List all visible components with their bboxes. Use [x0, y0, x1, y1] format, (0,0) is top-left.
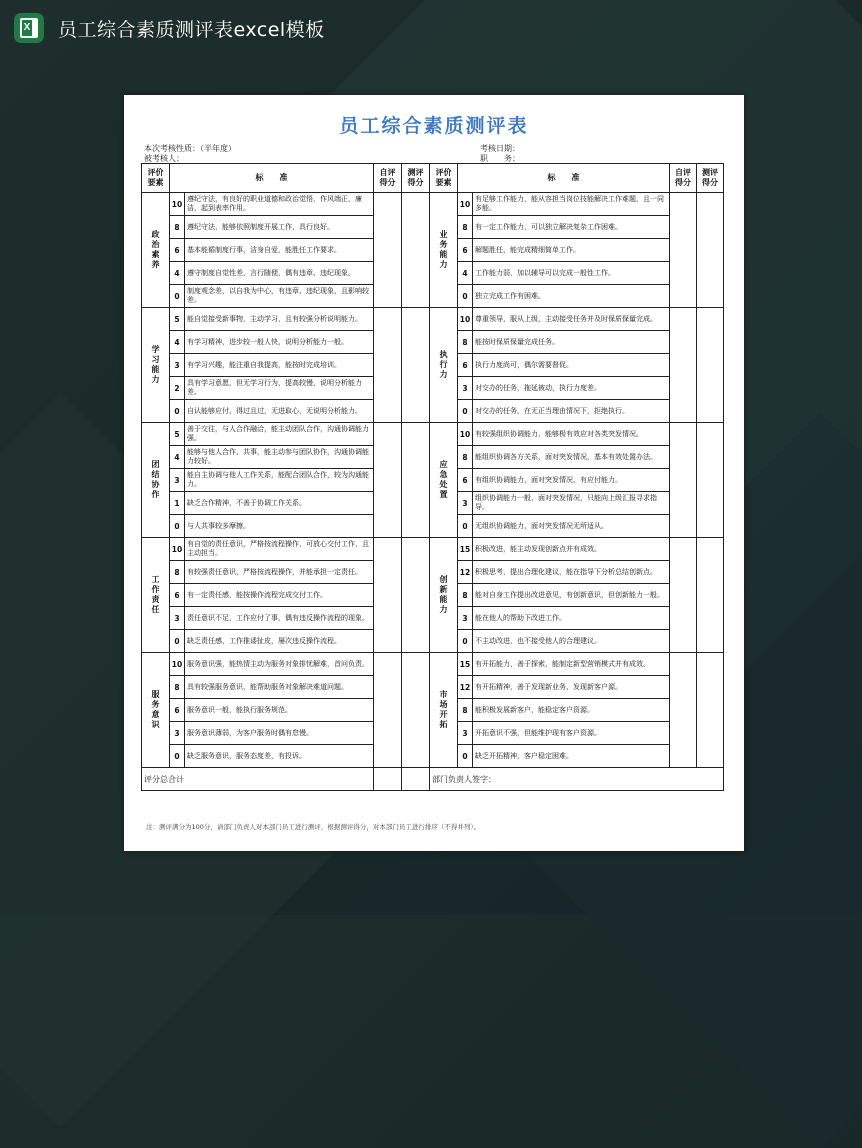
standard-description: 独立完成工作有困难。 [473, 285, 670, 308]
header-category: 评价要素 [142, 164, 170, 193]
standard-description: 能组织协调各方关系，面对突发情况，基本有效处置办法。 [473, 446, 670, 469]
score-cell: 4 [170, 331, 185, 354]
standard-description: 有一定责任感，能按操作流程完成交付工作。 [185, 584, 374, 607]
standard-description: 自认能够应付，得过且过，无进取心，无说明分析能力。 [185, 400, 374, 423]
standard-description: 有开拓能力，善于探索，能制定新型营销模式并有成效。 [473, 653, 670, 676]
standard-description: 执行力度尚可，偶尔需要督促。 [473, 354, 670, 377]
standard-description: 缺乏合作精神，不善于协调工作关系。 [185, 492, 374, 515]
category-cell: 市场开拓 [430, 653, 458, 768]
window-title: 员工综合素质测评表excel模板 [58, 18, 325, 41]
self-score-input[interactable] [670, 653, 697, 768]
standard-description: 遵守制度自觉性差，言行随便，偶有违章、违纪现象。 [185, 262, 374, 285]
position-label: 职 务： [480, 154, 520, 163]
eval-score-input[interactable] [402, 538, 430, 653]
standard-description: 有学习精神，进步较一般人快，说明分析能力一般。 [185, 331, 374, 354]
standard-description: 能积极发展新客户，能稳定客户资源。 [473, 699, 670, 722]
score-cell: 3 [458, 722, 473, 745]
standard-description: 有较强组织协调能力，能够极有效应对各类突发情况。 [473, 423, 670, 446]
document-sheet [124, 95, 744, 851]
standard-description: 能够与他人合作、共事，能主动参与团队协作，沟通协调能力较好。 [185, 446, 374, 469]
score-cell: 10 [170, 653, 185, 676]
header-category: 评价要素 [430, 164, 458, 193]
table-row [142, 308, 724, 331]
score-cell: 0 [458, 630, 473, 653]
self-score-input[interactable] [670, 423, 697, 538]
score-cell: 12 [458, 676, 473, 699]
score-cell: 10 [170, 193, 185, 216]
score-cell: 12 [458, 561, 473, 584]
header-standard: 标 准 [170, 164, 374, 193]
score-cell: 5 [170, 308, 185, 331]
eval-score-input[interactable] [402, 193, 430, 308]
total-eval-score-input[interactable] [402, 768, 430, 791]
assessment-date-label: 考核日期： [480, 144, 520, 153]
standard-description: 能对自身工作提出改进意见，有创新意识，但创新能力一般。 [473, 584, 670, 607]
score-cell: 4 [458, 262, 473, 285]
eval-score-input[interactable] [697, 653, 724, 768]
self-score-input[interactable] [374, 193, 402, 308]
header-self-score: 自评得分 [374, 164, 402, 193]
standard-description: 解题胜任，能完成精细简单工作。 [473, 239, 670, 262]
score-cell: 10 [458, 193, 473, 216]
score-cell: 10 [170, 538, 185, 561]
standard-description: 组织协调能力一般，面对突发情况，只能向上级汇报寻求指导。 [473, 492, 670, 515]
eval-score-input[interactable] [402, 423, 430, 538]
category-cell: 应急处置 [430, 423, 458, 538]
excel-icon: X [14, 13, 44, 43]
standard-description: 具有学习意愿，但无学习行为，提高较慢，说明分析能力差。 [185, 377, 374, 400]
score-cell: 3 [170, 469, 185, 492]
eval-score-input[interactable] [697, 193, 724, 308]
header-standard: 标 准 [458, 164, 670, 193]
score-cell: 8 [458, 446, 473, 469]
score-cell: 1 [170, 492, 185, 515]
self-score-input[interactable] [374, 308, 402, 423]
score-cell: 5 [170, 423, 185, 446]
footnote: 注：测评满分为100分，请部门负责人对本部门员工进行测评，根据测评得分，对本部门员工进行排序（不得并列）。 [146, 823, 481, 831]
standard-description: 有较强责任意识，严格按流程操作，并能承担一定责任。 [185, 561, 374, 584]
standard-description: 有开拓精神，善于发现新业务、发现新客户源。 [473, 676, 670, 699]
score-cell: 0 [170, 285, 185, 308]
self-score-input[interactable] [374, 653, 402, 768]
self-score-input[interactable] [374, 423, 402, 538]
category-cell: 政治素养 [142, 193, 170, 308]
standard-description: 尊重领导，服从上级，主动接受任务并及时保质保量完成。 [473, 308, 670, 331]
score-cell: 6 [458, 239, 473, 262]
self-score-input[interactable] [670, 193, 697, 308]
score-cell: 8 [170, 561, 185, 584]
score-cell: 0 [170, 515, 185, 538]
total-self-score-input[interactable] [374, 768, 402, 791]
self-score-input[interactable] [374, 538, 402, 653]
category-cell: 业务能力 [430, 193, 458, 308]
score-cell: 3 [170, 607, 185, 630]
header [14, 12, 325, 44]
score-cell: 3 [458, 607, 473, 630]
manager-signature-field[interactable]: 部门负责人签字： [430, 768, 724, 791]
standard-description: 服务意识薄弱，为客户服务时偶有怠慢。 [185, 722, 374, 745]
standard-description: 能自主协调与他人工作关系，能配合团队合作，较为沟通能力。 [185, 469, 374, 492]
score-cell: 8 [458, 216, 473, 239]
standard-description: 善于交往，与人合作融洽，能主动团队合作，沟通协调能力强。 [185, 423, 374, 446]
score-cell: 6 [170, 584, 185, 607]
eval-score-input[interactable] [697, 538, 724, 653]
table-row [142, 423, 724, 446]
standard-description: 有足够工作能力，能从容担当岗位技能解决工作难题，且一同多能。 [473, 193, 670, 216]
standard-description: 缺乏开拓精神，客户稳定困难。 [473, 745, 670, 768]
header-eval-score: 测评得分 [697, 164, 724, 193]
score-cell: 0 [458, 515, 473, 538]
assessee-label: 被考核人： [144, 154, 184, 163]
score-cell: 3 [170, 722, 185, 745]
standard-description: 制度观念差，以自我为中心，有违章、违纪现象，且影响较差。 [185, 285, 374, 308]
standard-description: 能自觉接受新事物，主动学习，且有较强分析说明能力。 [185, 308, 374, 331]
standard-description: 能在他人的帮助下改进工作。 [473, 607, 670, 630]
standard-description: 有学习兴趣，能注重自我提高，能按时完成培训。 [185, 354, 374, 377]
score-cell: 0 [458, 285, 473, 308]
score-cell: 6 [458, 469, 473, 492]
standard-description: 有组织协调能力，面对突发情况，有应付能力。 [473, 469, 670, 492]
standard-description: 工作能力弱，加以辅导可以完成一般性工作。 [473, 262, 670, 285]
standard-description: 对交办的任务，拖延被动，执行力度差。 [473, 377, 670, 400]
assessment-type: 本次考核性质：（半年度） [144, 144, 236, 153]
standard-description: 缺乏责任感，工作推诿扯皮，屡次违反操作流程。 [185, 630, 374, 653]
standard-description: 具有较强服务意识，能帮助服务对象解决难道问题。 [185, 676, 374, 699]
table-row [142, 653, 724, 676]
eval-score-input[interactable] [697, 423, 724, 538]
category-cell: 学习能力 [142, 308, 170, 423]
table-row [142, 538, 724, 561]
standard-description: 遵纪守法，有良好的职业道德和政治觉悟，作风端正，廉洁，起到表率作用。 [185, 193, 374, 216]
score-cell: 3 [170, 354, 185, 377]
standard-description: 服务意识强，能热情主动为服务对象排忧解难，首问负责。 [185, 653, 374, 676]
score-cell: 2 [170, 377, 185, 400]
standard-description: 服务意识一般，能执行服务规范。 [185, 699, 374, 722]
header-self-score: 自评得分 [670, 164, 697, 193]
table-row [142, 193, 724, 216]
standard-description: 能按时保质保量完成任务。 [473, 331, 670, 354]
score-cell: 0 [170, 400, 185, 423]
score-cell: 6 [458, 354, 473, 377]
score-cell: 10 [458, 423, 473, 446]
standard-description: 不主动改进，也不接受他人的合理建议。 [473, 630, 670, 653]
score-cell: 0 [170, 630, 185, 653]
self-score-input[interactable] [670, 308, 697, 423]
score-cell: 8 [458, 699, 473, 722]
total-score-label: 评分总合计 [142, 768, 374, 791]
score-cell: 0 [458, 400, 473, 423]
score-cell: 4 [170, 262, 185, 285]
eval-score-input[interactable] [697, 308, 724, 423]
score-cell: 0 [458, 745, 473, 768]
standard-description: 开拓意识不强，但能维护现有客户资源。 [473, 722, 670, 745]
self-score-input[interactable] [670, 538, 697, 653]
standard-description: 基本能循制度行事，洁身自爱，能胜任工作要求。 [185, 239, 374, 262]
evaluation-table [141, 163, 724, 791]
score-cell: 15 [458, 538, 473, 561]
category-cell: 创新能力 [430, 538, 458, 653]
standard-description: 缺乏服务意识，服务态度差，有投诉。 [185, 745, 374, 768]
eval-score-input[interactable] [402, 308, 430, 423]
standard-description: 有自觉的责任意识，严格按流程操作，可放心交付工作，且主动担当。 [185, 538, 374, 561]
score-cell: 10 [458, 308, 473, 331]
standard-description: 有一定工作能力，可以独立解决复杂工作困难。 [473, 216, 670, 239]
table-footer-row [142, 768, 724, 791]
score-cell: 6 [170, 239, 185, 262]
category-cell: 工作责任 [142, 538, 170, 653]
header-eval-score: 测评得分 [402, 164, 430, 193]
standard-description: 遵纪守法，能够依照制度开展工作，具行良好。 [185, 216, 374, 239]
category-cell: 团结协作 [142, 423, 170, 538]
score-cell: 3 [458, 377, 473, 400]
standard-description: 积极思考，提出合理化建议，能在指导下分析总结创新点。 [473, 561, 670, 584]
score-cell: 0 [170, 745, 185, 768]
standard-description: 积极改进，能主动发现创新点并有成效。 [473, 538, 670, 561]
score-cell: 15 [458, 653, 473, 676]
standard-description: 与人共事较多摩擦。 [185, 515, 374, 538]
category-cell: 服务意识 [142, 653, 170, 768]
score-cell: 8 [170, 216, 185, 239]
standard-description: 对交办的任务，在无正当理由情况下，拒绝执行。 [473, 400, 670, 423]
document-title: 员工综合素质测评表 [339, 115, 529, 137]
standard-description: 责任意识不足，工作应付了事，偶有违反操作流程的现象。 [185, 607, 374, 630]
category-cell: 执行力 [430, 308, 458, 423]
eval-score-input[interactable] [402, 653, 430, 768]
score-cell: 6 [170, 699, 185, 722]
score-cell: 8 [458, 331, 473, 354]
score-cell: 8 [458, 584, 473, 607]
standard-description: 无组织协调能力，面对突发情况无所适从。 [473, 515, 670, 538]
score-cell: 3 [458, 492, 473, 515]
score-cell: 8 [170, 676, 185, 699]
score-cell: 4 [170, 446, 185, 469]
